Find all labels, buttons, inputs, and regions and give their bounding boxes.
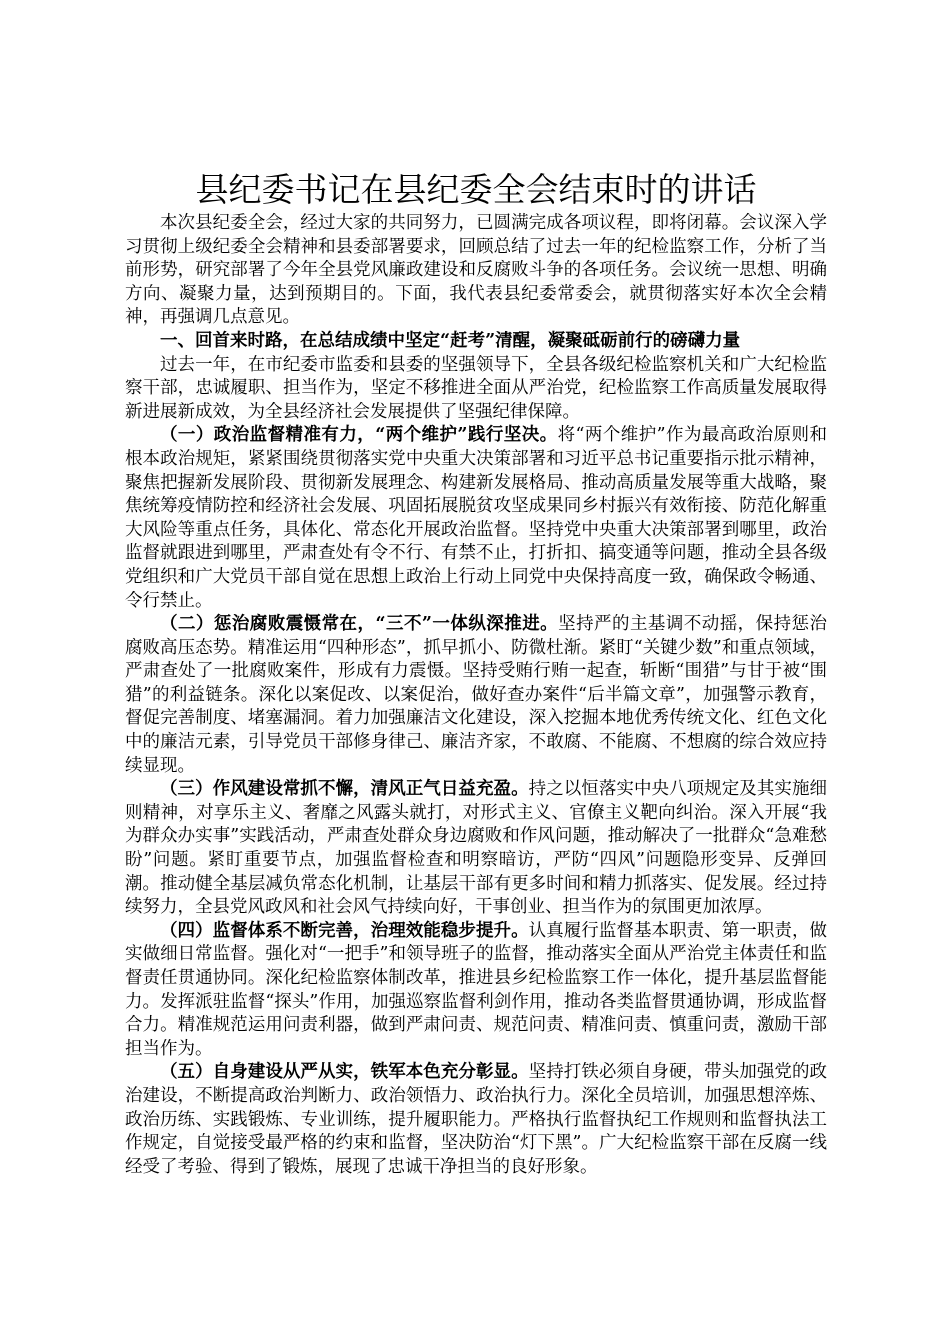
item-body-2: 坚持严的主基调不动摇，保持惩治腐败高压态势。精准运用“四种形态”，抓早抓小、防微杜渐。紧盯“关键少数”和重点领域，严肃查处了一批腐败案件，形成有力震慑。坚持受贿行贿一起查，斩断“围猎”与甘于被“围猎”的利益链条。深化以案促改、以案促治，做好查办案件“后半篇文章”，加强警示教育，督促完善制度、堵塞漏洞。着力加强廉洁文化建设，深入挖掘本地优秀传统文化、红色文化中的廉洁元素，引导党员干部修身律己、廉洁齐家，不敢腐、不能腐、不想腐的综合效应持续显现。 [125,614,828,776]
item-body-4: 认真履行监督基本职责、第一职责，做实做细日常监督。强化对“一把手”和领导班子的监督，推动落实全面从严治党主体责任和监督责任贯通协同。深化纪检监察体制改革，推进县乡纪检监察工作一体化，提升基层监督能力。发挥派驻监督“探头”作用，加强巡察监督利剑作用，推动各类监督贯通协调，形成监督合力。精准规范运用问责利器，做到严肃问责、规范问责、精准问责、慎重问责，激励干部担当作为。 [125,920,828,1059]
item-lead-4: （四）监督体系不断完善，治理效能稳步提升。 [160,920,529,941]
item-lead-2: （二）惩治腐败震慑常在，“三不”一体纵深推进。 [160,614,559,635]
item-paragraph-1 [125,424,827,613]
item-lead-1: （一）政治监督精准有力，“两个维护”践行坚决。 [160,425,558,446]
document-title: 县纪委书记在县纪委全会结束时的讲话 [195,170,757,209]
intro-paragraph: 本次县纪委全会，经过大家的共同努力，已圆满完成各项议程，即将闭幕。会议深入学习贯彻上级纪委全会精神和县委部署要求，回顾总结了过去一年的纪检监察工作，分析了当前形势，研究部署了今年全县党风廉政建设和反腐败斗争的各项任务。会议统一思想、明确方向、凝聚力量，达到预期目的。下面，我代表县纪委常委会，就贯彻落实好本次全会精神，再强调几点意见。 [125,213,827,328]
document-page [125,168,827,1179]
item-lead-3: （三）作风建设常抓不懈，清风正气日益充盈。 [160,779,529,800]
section-heading-1: 一、回首来时路，在总结成绩中坚定“赶考”清醒，凝聚砥砺前行的磅礴力量 [160,330,741,351]
item-paragraph-2 [125,613,827,778]
item-paragraph-4 [125,920,827,1062]
item-lead-5: （五）自身建设从严从实，铁军本色充分彰显。 [160,1062,529,1083]
item-paragraph-5 [125,1061,827,1179]
item-body-5: 坚持打铁必须自身硬，带头加强党的政治建设，不断提高政治判断力、政治领悟力、政治执行力。深化全员培训，加强思想淬炼、政治历练、实践锻炼、专业训练，提升履职能力。严格执行监督执纪工作规则和监督执法工作规定，自觉接受最严格的约束和监督，坚决防治“灯下黑”。广大纪检监察干部在反腐一线经受了考验、得到了锻炼，展现了忠诚干净担当的良好形象。 [125,1062,828,1177]
item-body-1: 将“两个维护”作为最高政治原则和根本政治规矩，紧紧围绕贯彻落实党中央重大决策部署和习近平总书记重要指示批示精神，聚焦把握新发展阶段、贯彻新发展理念、构建新发展格局、推动高质量发展等重大战略，聚焦统筹疫情防控和经济社会发展、巩固拓展脱贫攻坚成果同乡村振兴有效衔接、防范化解重大风险等重点任务，具体化、常态化开展政治监督。坚持党中央重大决策部署到哪里，政治监督就跟进到哪里，严肃查处有令不行、有禁不止，打折扣、搞变通等问题，推动全县各级党组织和广大党员干部自觉在思想上政治上行动上同党中央保持高度一致，确保政令畅通、令行禁止。 [125,425,827,611]
item-body-3: 持之以恒落实中央八项规定及其实施细则精神，对享乐主义、奢靡之风露头就打，对形式主义、官僚主义靶向纠治。深入开展“我为群众办实事”实践活动，严肃查处群众身边腐败和作风问题，推动解决了一批群众“急难愁盼”问题。紧盯重要节点，加强监督检查和明察暗访，严防“四风”问题隐形变异、反弹回潮。推动健全基层减负常态化机制，让基层干部有更多时间和精力抓落实、促发展。经过持续努力，全县党风政风和社会风气持续向好，干事创业、担当作为的氛围更加浓厚。 [125,779,828,918]
section-1-paragraph: 过去一年，在市纪委市监委和县委的坚强领导下，全县各级纪检监察机关和广大纪检监察干部，忠诚履职、担当作为，坚定不移推进全面从严治党，纪检监察工作高质量发展取得新进展新成效，为全县经济社会发展提供了坚强纪律保障。 [125,354,827,422]
item-paragraph-3 [125,778,827,920]
